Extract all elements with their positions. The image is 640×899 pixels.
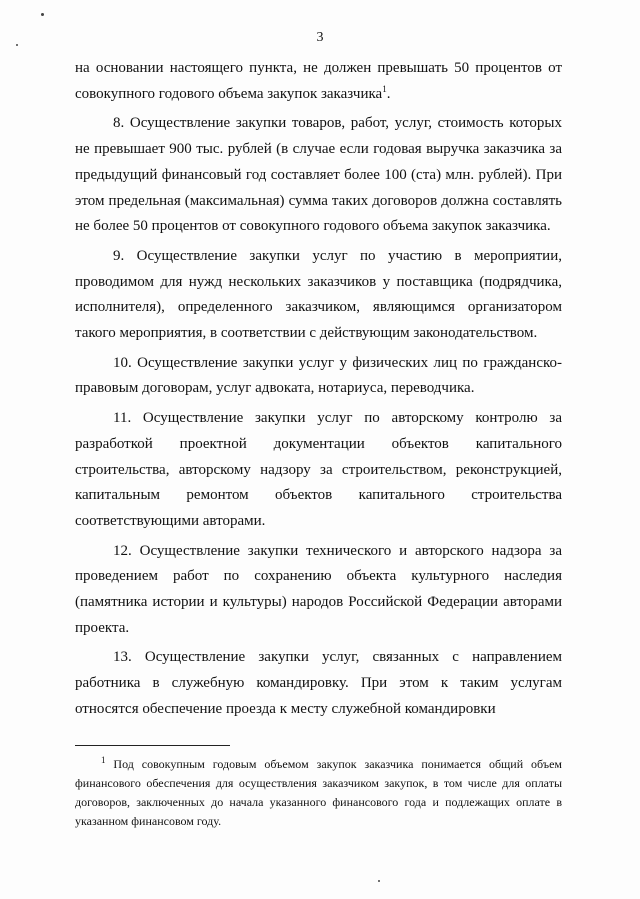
footnote-divider bbox=[75, 745, 230, 746]
paragraph-item-9: 9. Осуществление закупки услуг по участию в мероприятии, проводимом для нужд нескольких заказчиков у поставщика (подрядчика, исполнителя), определенного заказчиком, являющимся организатором такого мероприятия, в соответствии с действующим законодательством. bbox=[75, 247, 562, 342]
paragraph-item-12: 12. Осуществление закупки технического и авторского надзора за проведением работ по сохранению объекта культурного наследия (памятника истории и культуры) народов Российской Федерации авторами проекта. bbox=[75, 542, 562, 636]
scan-speck bbox=[41, 13, 44, 16]
scan-speck bbox=[378, 880, 380, 882]
footnote-marker: 1 bbox=[101, 755, 106, 765]
footnote-reference[interactable]: 1 bbox=[382, 83, 387, 94]
page-number: 3 bbox=[316, 30, 324, 45]
footnote bbox=[75, 755, 562, 831]
paragraph-item-13: 13. Осуществление закупки услуг, связанных с направлением работника в служебную командировку. При этом к таким услугам относятся обеспечение проезда к месту служебной командировки bbox=[75, 649, 562, 717]
paragraph-item-11: 11. Осуществление закупки услуг по авторскому контролю за разработкой проектной документации объектов капитального строительства, авторскому надзору за строительством, реконструкцией, капитальным ремонтом объектов капитального строительства соответствующими авторами. bbox=[75, 410, 562, 529]
paragraph-item-8: 8. Осуществление закупки товаров, работ, услуг, стоимость которых не превышает 900 тыс. рублей (в случае если годовая выручка заказчика за предыдущий финансовый год составляет более 100 (ста) млн. рублей). При этом предельная (максимальная) сумма таких договоров должна составлять не более 50 процентов от совокупного годового объема закупок заказчика. bbox=[75, 115, 562, 235]
paragraph-continuation: на основании настоящего пункта, не должен превышать 50 процентов от совокупного годового объема закупок заказчика$^1$. bbox=[75, 60, 562, 102]
body-text bbox=[75, 56, 562, 723]
paragraph-item-10: 10. Осуществление закупки услуг у физических лиц по гражданско-правовым договорам, услуг адвоката, нотариуса, переводчика. bbox=[75, 354, 562, 397]
footnote-text: $^1$ Под совокупным годовым объемом закупок заказчика понимается общий объем финансового обеспечения для осуществления заказчиком закупок, в том числе для оплаты договоров, заключенных до начала указанного финансового года и подлежащих оплате в указанном финансовом году. bbox=[75, 755, 562, 828]
